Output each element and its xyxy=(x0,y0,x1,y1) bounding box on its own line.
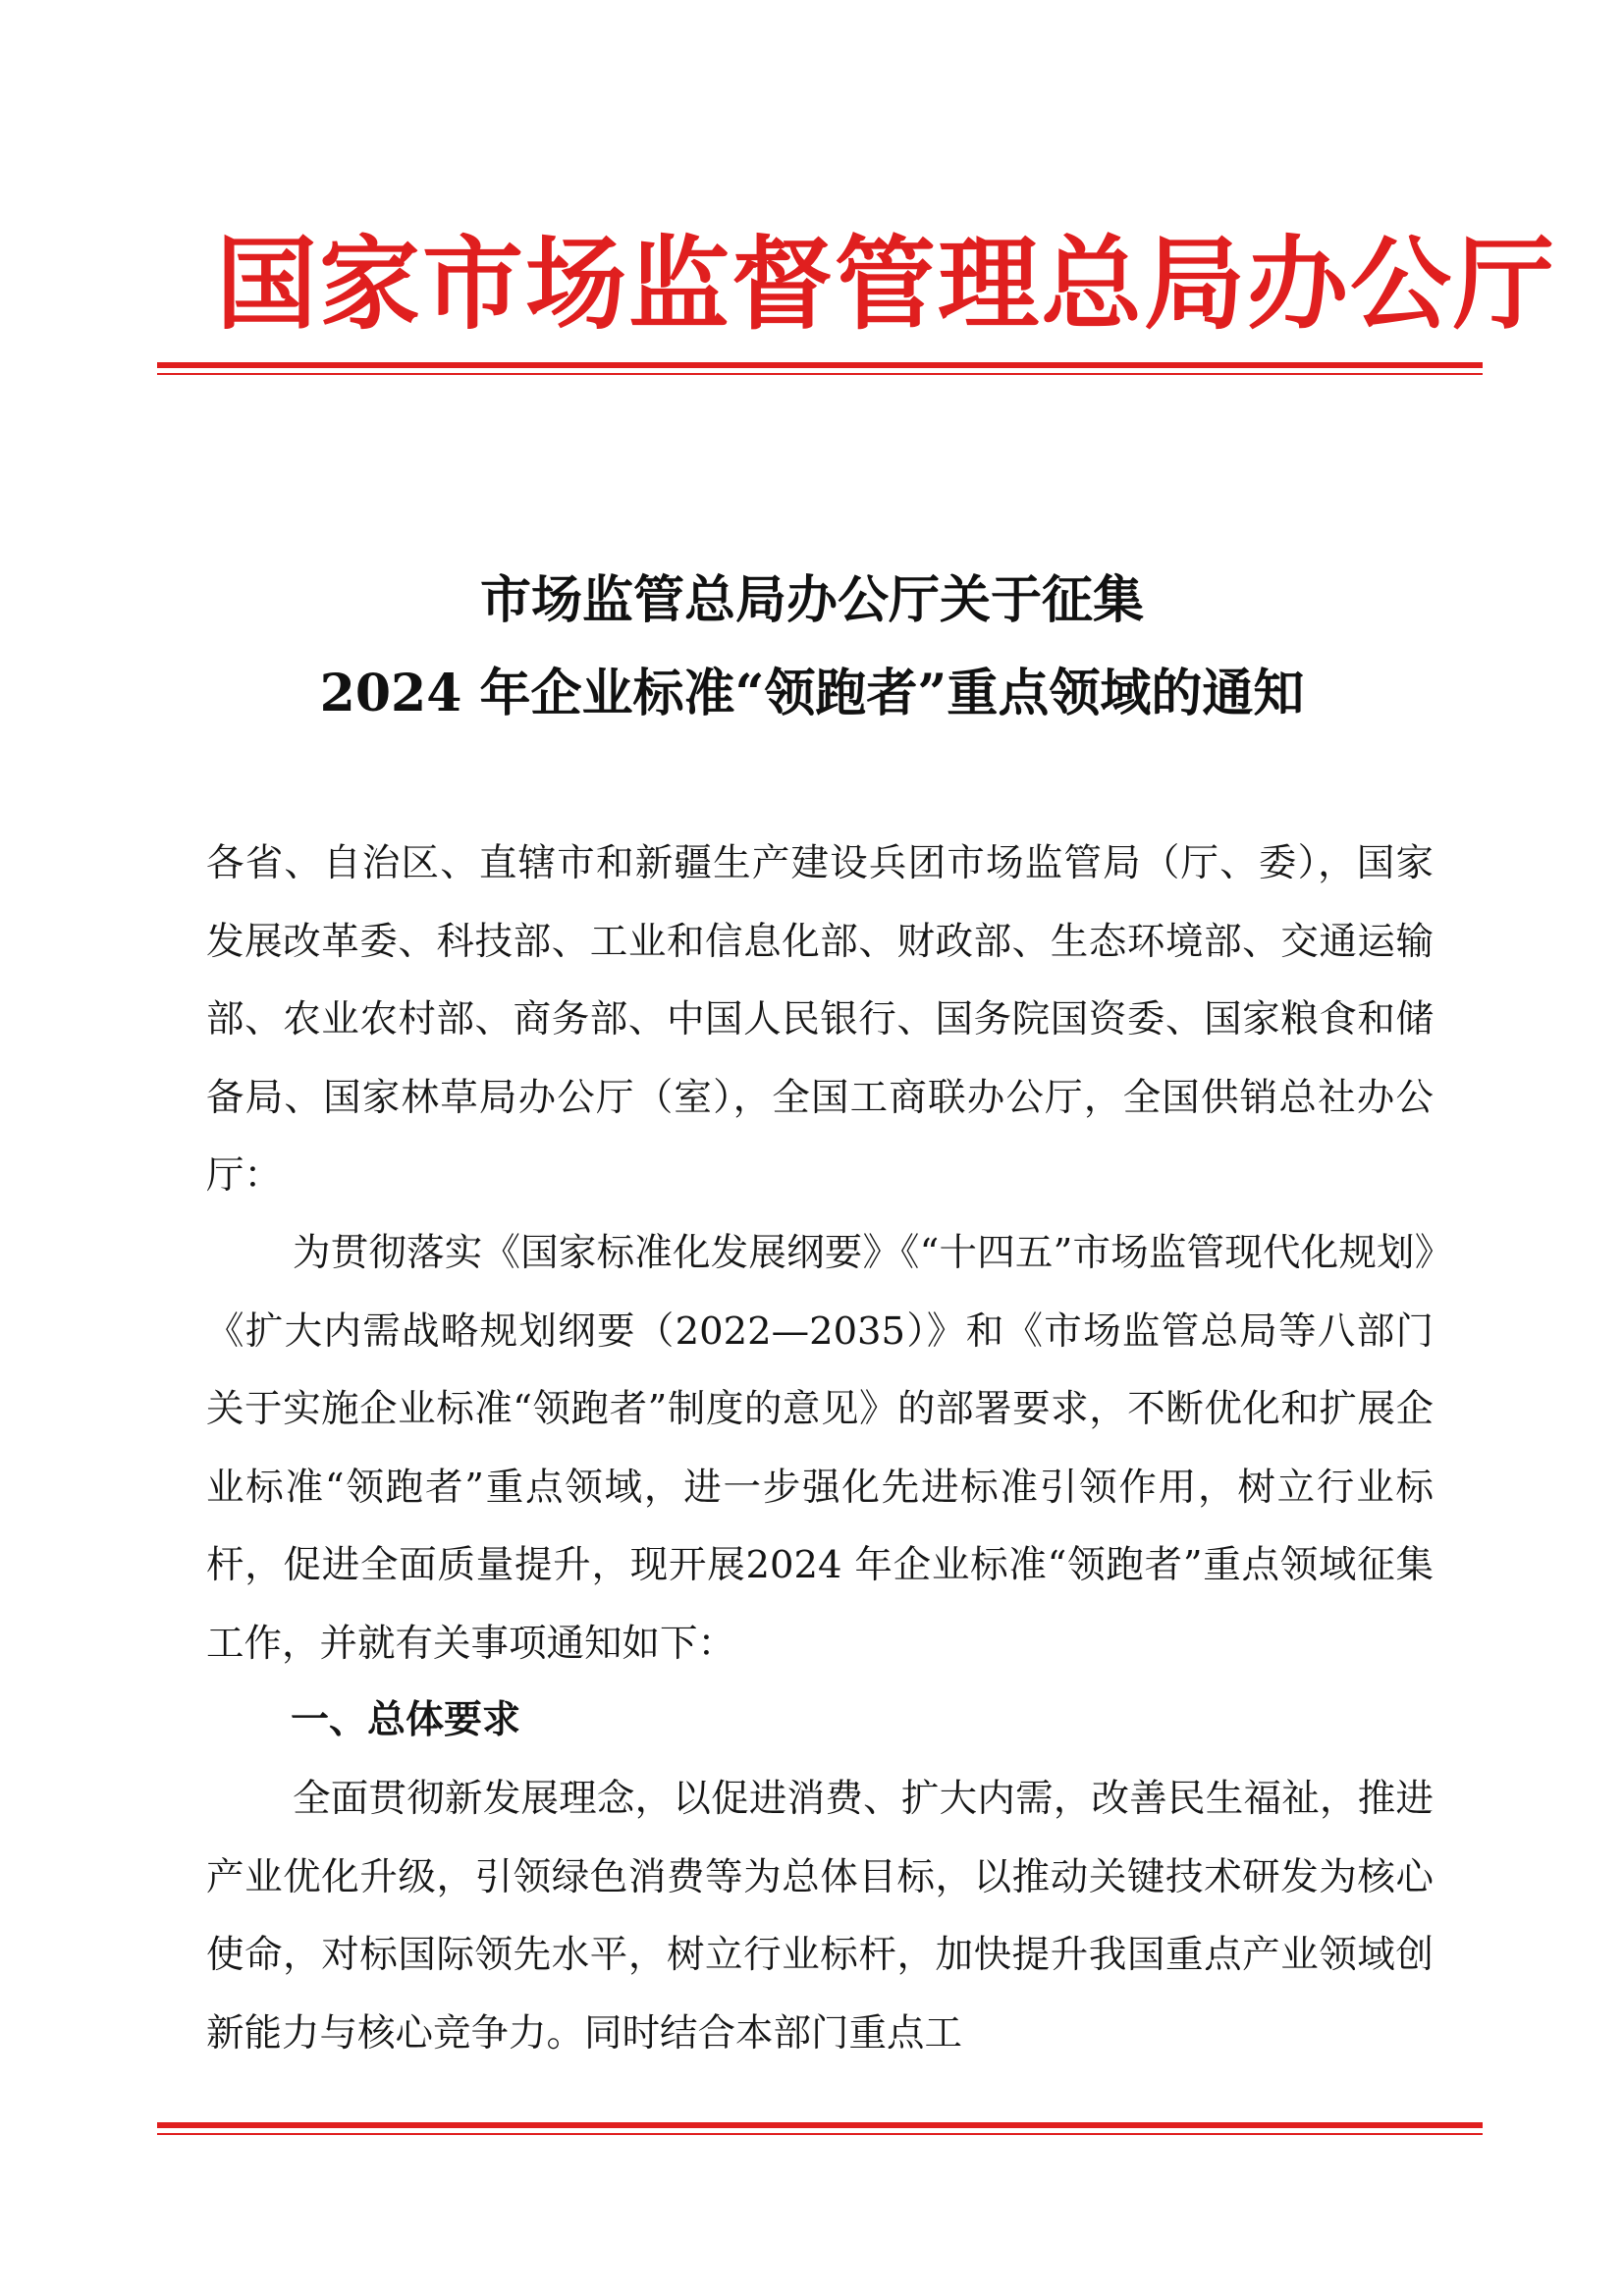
intro-paragraph: 为贯彻落实《国家标准化发展纲要》《“十四五”市场监管现代化规划》《扩大内需战略规划纲要（2022—2035）》和《市场监管总局等八部门关于实施企业标准“领跑者”制度的意见》的部署要求，不断优化和扩展企业标准“领跑者”重点领域，进一步强化先进标准引领作用，树立行业标杆，促进全面质量提升，现开展2024 年企业标准“领跑者”重点领域征集工作，并就有关事项通知如下： xyxy=(206,1231,1434,1666)
addressees-paragraph: 各省、自治区、直辖市和新疆生产建设兵团市场监管局（厅、委），国家发展改革委、科技部、工业和信息化部、财政部、生态环境部、交通运输部、农业农村部、商务部、中国人民银行、国务院国资委、国家粮食和储备局、国家林草局办公厅（室），全国工商联办公厅，全国供销总社办公厅： xyxy=(206,841,1434,1198)
footer-rule-thin xyxy=(157,2133,1483,2135)
footer-rule-thick xyxy=(157,2122,1483,2128)
document-title-line1: 市场监管总局办公厅关于征集 xyxy=(479,570,1144,630)
section-paragraph: 全面贯彻新发展理念，以促进消费、扩大内需，改善民生福祉，推进产业优化升级，引领绿色消费等为总体目标，以推动关键技术研发为核心使命，对标国际领先水平，树立行业标杆，加快提升我国重点产业领域创新能力与核心竞争力。同时结合本部门重点工 xyxy=(206,1777,1434,2056)
header-rule-thin xyxy=(157,373,1483,375)
section-heading: 一、总体要求 xyxy=(291,1698,521,1742)
header-rule-thick xyxy=(157,362,1483,368)
document-title-line2: 2024 年企业标准“领跑者”重点领域的通知 xyxy=(319,664,1305,723)
issuer-masthead: 国家市场监督管理总局办公厅 xyxy=(216,226,1556,344)
